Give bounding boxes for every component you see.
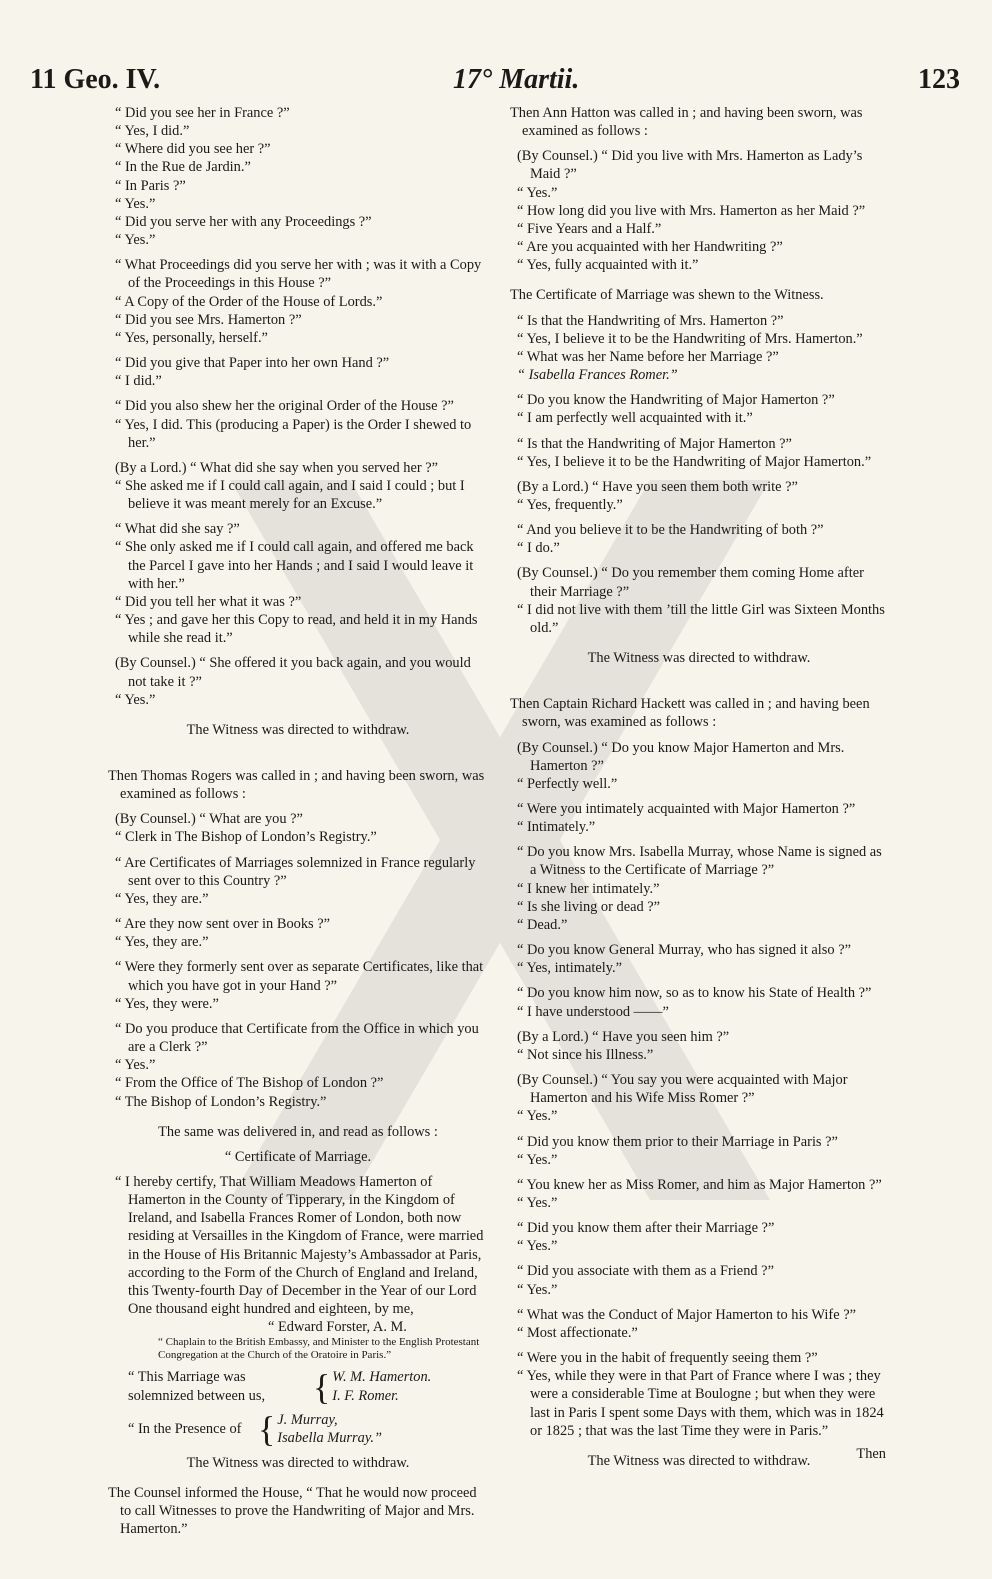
testimony-line: (By Counsel.) “ Do you know Major Hamerton and Mrs. Hamerton ?”: [517, 739, 845, 774]
testimony-line: “ Yes, I believe it to be the Handwriting of Mrs. Hamerton.”: [517, 330, 863, 347]
testimony-line: (By Counsel.) “ She offered it you back again, and you would not take it ?”: [115, 655, 471, 690]
testimony-line: “ Not since his Illness.”: [517, 1046, 654, 1063]
testimony-line: “ Clerk in The Bishop of London’s Registry.”: [115, 829, 377, 846]
witness-called: Then Thomas Rogers was called in ; and having been sworn, was examined as follows :: [108, 768, 485, 803]
testimony-line: “ Do you know General Murray, who has signed it also ?”: [517, 942, 851, 959]
testimony-line: “ Yes, I did.”: [115, 123, 190, 140]
testimony-line: “ The Bishop of London’s Registry.”: [115, 1093, 327, 1110]
testimony-line: “ I am perfectly well acquainted with it.”: [517, 410, 753, 427]
testimony-line: “ From the Office of The Bishop of London ?”: [115, 1075, 384, 1092]
testimony-line: “ Did you give that Paper into her own Hand ?”: [115, 355, 390, 372]
page-header: [30, 64, 960, 98]
testimony-line: “ Most affectionate.”: [517, 1324, 638, 1341]
testimony-line: “ I do.”: [517, 540, 560, 557]
counsel-statement: The Counsel informed the House, “ That he would now proceed to call Witnesses to prove the Handwriting of Major and Mrs. Hamerton.”: [108, 1485, 477, 1538]
certificate-signatory: “ Edward Forster, A. M.: [268, 1319, 407, 1336]
testimony-line: “ A Copy of the Order of the House of Lords.”: [115, 293, 383, 310]
testimony-line: “ I did not live with them ’till the little Girl was Sixteen Months old.”: [517, 601, 885, 636]
testimony-line: “ How long did you live with Mrs. Hamerton as her Maid ?”: [517, 202, 866, 219]
testimony-line: “ Did you see Mrs. Hamerton ?”: [115, 311, 302, 328]
testimony-line: “ Are Certificates of Marriages solemnized in France regularly sent over to this Country ?”: [115, 854, 476, 889]
testimony-line: (By a Lord.) “ Have you seen them both write ?”: [517, 478, 798, 495]
testimony-line: (By Counsel.) “ What are you ?”: [115, 811, 303, 828]
testimony-line: “ Where did you see her ?”: [115, 141, 271, 158]
wife-signature: I. F. Romer.: [332, 1387, 399, 1404]
testimony-line: (By Counsel.) “ You say you were acquainted with Major Hamerton and his Wife Miss Romer ?”: [517, 1072, 848, 1107]
testimony-line: “ Yes, they are.”: [115, 934, 209, 951]
testimony-line: “ Did you associate with them as a Friend ?”: [517, 1263, 774, 1280]
withdraw-note: The Witness was directed to withdraw.: [587, 1452, 811, 1469]
testimony-line: “ Yes, personally, herself.”: [115, 329, 268, 346]
testimony-line: “ Is she living or dead ?”: [517, 898, 661, 915]
witness-signatures: [277, 1411, 382, 1447]
read-note: The same was delivered in, and read as follows :: [158, 1123, 438, 1140]
testimony-line: “ Yes, fully acquainted with it.”: [517, 257, 699, 274]
testimony-line: “ Yes, they were.”: [115, 995, 219, 1012]
testimony-line: (By Counsel.) “ Do you remember them coming Home after their Marriage ?”: [517, 565, 864, 600]
testimony-line: “ Yes, frequently.”: [517, 496, 623, 513]
testimony-line: “ In the Rue de Jardin.”: [115, 159, 251, 176]
testimony-line: “ Yes, I did. This (producing a Paper) is the Order I shewed to her.”: [115, 416, 472, 451]
testimony-line: (By Counsel.) “ Did you live with Mrs. Hamerton as Lady’s Maid ?”: [517, 148, 863, 183]
testimony-line: “ Yes.”: [517, 1281, 558, 1298]
testimony-line: “ Do you produce that Certificate from the Office in which you are a Clerk ?”: [115, 1020, 479, 1056]
spouse-signatures: [332, 1368, 431, 1404]
certificate-title: “ Certificate of Marriage.: [224, 1148, 372, 1165]
testimony-line: “ I have understood ——”: [517, 1003, 669, 1020]
testimony-line: “ I knew her intimately.”: [517, 880, 660, 897]
testimony-line: “ Were you intimately acquainted with Major Hamerton ?”: [517, 801, 856, 817]
testimony-line: “ Did you know them prior to their Marriage in Paris ?”: [517, 1133, 838, 1150]
testimony-line: “ You knew her as Miss Romer, and him as Major Hamerton ?”: [517, 1176, 882, 1193]
signatory-title: “ Chaplain to the British Embassy, and Minister to the English Protestant Congregation at the Church of the Oratoire in Paris.”: [158, 1336, 480, 1362]
testimony-line: “ Do you know him now, so as to know his State of Health ?”: [517, 985, 872, 1002]
testimony-line: “ Five Years and a Half.”: [517, 220, 662, 237]
page-number: 123: [918, 64, 960, 95]
testimony-line: “ Isabella Frances Romer.”: [517, 367, 678, 384]
withdraw-note: The Witness was directed to withdraw.: [186, 721, 410, 738]
testimony-line: “ What was the Conduct of Major Hamerton to his Wife ?”: [517, 1306, 856, 1323]
certificate-shown-note: The Certificate of Marriage was shewn to the Witness.: [510, 287, 824, 304]
testimony-line: “ In Paris ?”: [115, 177, 186, 194]
testimony-line: “ Yes, they are.”: [115, 890, 209, 907]
solemnized-label: “ This Marriage was solemnized between us,: [128, 1369, 266, 1404]
testimony-line: “ Yes, intimately.”: [517, 960, 622, 977]
testimony-line: “ Yes.”: [517, 1194, 558, 1211]
husband-signature: W. M. Hamerton.: [332, 1369, 432, 1386]
testimony-line: “ Dead.”: [517, 916, 568, 933]
right-column: [510, 104, 888, 1470]
witness-signature: J. Murray,: [277, 1411, 338, 1428]
solemnized-row: [108, 1366, 488, 1407]
testimony-line: “ Yes ; and gave her this Copy to read, and held it in my Hands while she read it.”: [115, 612, 478, 647]
testimony-line: “ Were you in the habit of frequently seeing them ?”: [517, 1350, 818, 1367]
left-column: [108, 104, 488, 1539]
testimony-line: “ Is that the Handwriting of Mrs. Hamerton ?”: [517, 312, 784, 329]
testimony-line: “ Yes.”: [517, 1151, 558, 1168]
testimony-line: “ Yes.”: [115, 1057, 156, 1074]
witness-called: Then Ann Hatton was called in ; and having been sworn, was examined as follows :: [510, 105, 863, 140]
testimony-line: “ Is that the Handwriting of Major Hamerton ?”: [517, 435, 792, 452]
testimony-line: “ Are you acquainted with her Handwriting ?”: [517, 239, 783, 256]
withdraw-note: The Witness was directed to withdraw.: [186, 1455, 410, 1471]
testimony-line: (By a Lord.) “ Have you seen him ?”: [517, 1028, 730, 1045]
testimony-line: “ She asked me if I could call again, and I said I could ; but I believe it was meant merely for an Excuse.”: [115, 477, 465, 513]
testimony-line: “ Did you see her in France ?”: [115, 105, 290, 121]
testimony-line: “ Yes.”: [115, 195, 156, 212]
certificate-text: “ I hereby certify, That William Meadows Hamerton of Hamerton in the County of Tipperary, in the Kingdom of Ireland, and Isabella Frances Romer of London, both now residing at Versailles in the Kingdom of France, were married in the House of His Britannic Majesty’s Ambassador at Paris, according to the Form of the Church of England and Ireland, this Twenty-fourth Day of December in the Year of our Lord One thousand eight hundred and eighteen, by me,: [115, 1173, 484, 1318]
testimony-line: “ What did she say ?”: [115, 521, 240, 538]
testimony-line: “ Yes.”: [115, 691, 156, 708]
brace-glyph: {: [258, 1408, 276, 1449]
testimony-line: “ Do you know Mrs. Isabella Murray, whose Name is signed as a Witness to the Certificate of Marriage ?”: [517, 844, 882, 879]
testimony-line: “ Perfectly well.”: [517, 775, 618, 792]
testimony-line: (By a Lord.) “ What did she say when you served her ?”: [115, 459, 439, 476]
testimony-line: “ Were they formerly sent over as separate Certificates, like that which you have got in your Hand ?”: [115, 959, 484, 994]
testimony-line: “ Yes.”: [517, 1108, 558, 1125]
testimony-line: “ Yes.”: [517, 184, 558, 201]
testimony-line: “ Did you also shew her the original Order of the House ?”: [115, 398, 454, 415]
presence-row: [108, 1408, 488, 1449]
testimony-line: “ Yes, while they were in that Part of France where I was ; they were a considerable Time at Boulogne ; but when they were last in Paris I spent some Days with them, which was in 1824 or 1825 ; that was the last Time they were in Paris.”: [517, 1368, 884, 1439]
testimony-line: “ What Proceedings did you serve her with ; was it with a Copy of the Proceedings in this House ?”: [115, 257, 482, 292]
testimony-line: “ Did you know them after their Marriage ?”: [517, 1220, 775, 1237]
regnal-year: 11 Geo. IV.: [30, 64, 161, 95]
testimony-line: “ Yes.”: [115, 232, 156, 249]
presence-label: “ In the Presence of: [128, 1420, 242, 1437]
testimony-line: “ Did you serve her with any Proceedings ?”: [115, 213, 372, 230]
catchword: Then: [856, 1446, 886, 1462]
testimony-line: “ Did you tell her what it was ?”: [115, 593, 302, 610]
testimony-line: “ Intimately.”: [517, 819, 596, 836]
testimony-line: “ She only asked me if I could call again, and offered me back the Parcel I gave into her Hands ; and I said I would leave it with her.”: [115, 539, 474, 592]
testimony-line: “ What was her Name before her Marriage ?”: [517, 348, 779, 365]
testimony-line: “ Yes.”: [517, 1238, 558, 1255]
witness-called: Then Captain Richard Hackett was called in ; and having been sworn, was examined as follows :: [510, 696, 870, 731]
testimony-line: “ Yes, I believe it to be the Handwriting of Major Hamerton.”: [517, 453, 872, 470]
testimony-line: “ I did.”: [115, 373, 162, 390]
testimony-line: “ Do you know the Handwriting of Major Hamerton ?”: [517, 392, 835, 409]
testimony-line: “ And you believe it to be the Handwriting of both ?”: [517, 522, 824, 539]
date-heading: 17° Martii.: [453, 64, 580, 95]
testimony-line: “ Are they now sent over in Books ?”: [115, 916, 331, 933]
withdraw-note: The Witness was directed to withdraw.: [587, 650, 811, 667]
witness-signature: Isabella Murray.”: [277, 1429, 383, 1446]
brace-glyph: {: [313, 1366, 331, 1407]
